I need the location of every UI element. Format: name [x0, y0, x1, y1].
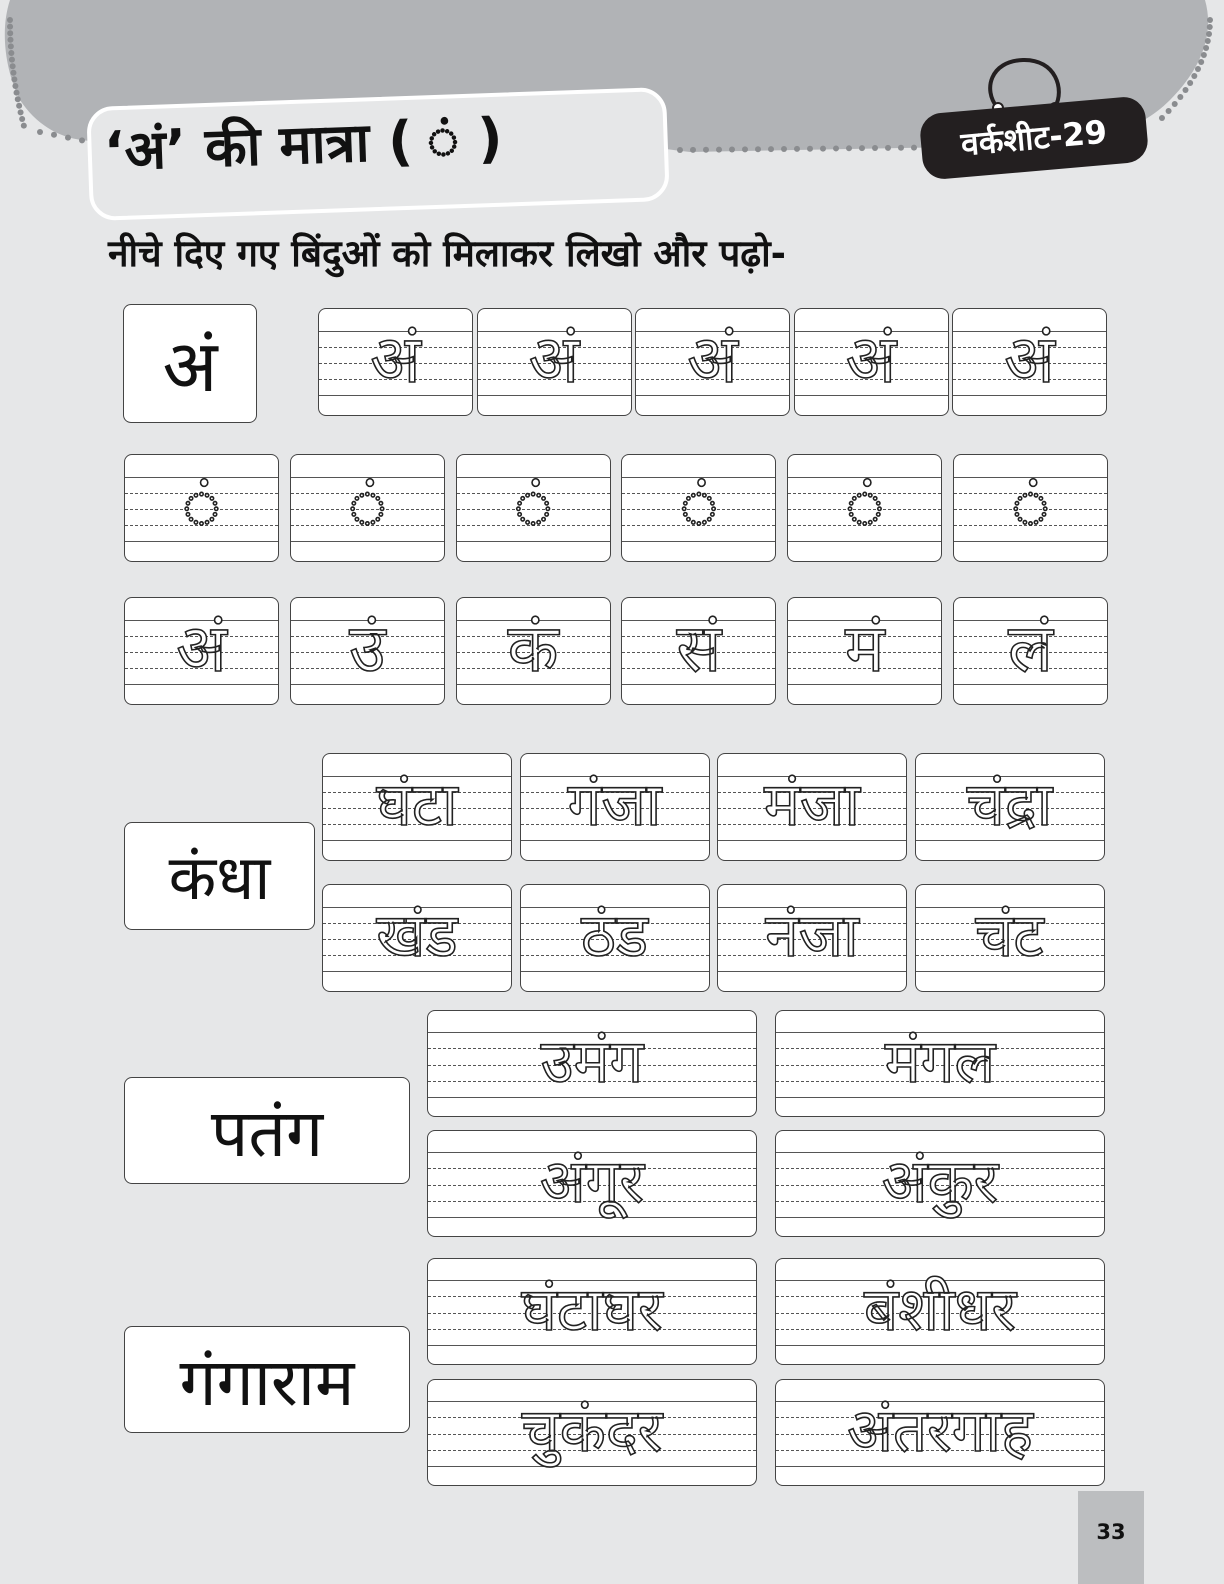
trace-text: मंगल [884, 1027, 996, 1097]
trace-box [456, 597, 611, 705]
trace-box [427, 1379, 757, 1486]
trace-box [124, 597, 279, 705]
instruction-text: नीचे दिए गए बिंदुओं को मिलाकर लिखो और पढ़ो- [108, 232, 787, 275]
trace-text: खंड [376, 901, 458, 971]
trace-text: अं [370, 321, 421, 398]
trace-text: घंटा [376, 770, 458, 840]
trace-text: ठंड [581, 901, 648, 971]
trace-text: अं [176, 610, 227, 687]
trace-box [775, 1010, 1105, 1117]
trace-text: चुकंदर [521, 1396, 663, 1466]
trace-box [520, 753, 710, 861]
worksheet-badge: वर्कशीट-29 [919, 95, 1150, 180]
trace-box [427, 1010, 757, 1117]
letter-card [123, 304, 257, 423]
trace-box [775, 1379, 1105, 1486]
trace-text: कं [507, 610, 559, 687]
trace-box [318, 308, 473, 416]
page-number: 33 [1078, 1491, 1144, 1584]
word-card-gangaram [124, 1326, 410, 1433]
word-card-kandha [124, 822, 315, 930]
trace-box [427, 1130, 757, 1237]
trace-box [520, 884, 710, 992]
trace-text: सं [676, 610, 722, 687]
trace-text: ं [1010, 467, 1051, 544]
trace-text: नंजा [765, 901, 859, 971]
trace-text: बंशीधर [863, 1275, 1017, 1345]
trace-box [477, 308, 632, 416]
trace-box [427, 1258, 757, 1365]
trace-box [794, 308, 949, 416]
trace-box [717, 753, 907, 861]
trace-box [953, 454, 1108, 562]
trace-text: अं [528, 321, 580, 398]
trace-text: अं [687, 321, 738, 398]
word-card-gangaram-text: गंगाराम [179, 1343, 355, 1421]
trace-box [621, 454, 776, 562]
trace-text: मं [844, 610, 885, 687]
page-title: ‘अं’ की मात्रा ( ं ) [102, 106, 504, 183]
trace-box [621, 597, 776, 705]
trace-text: ं [679, 467, 719, 544]
trace-box [322, 884, 512, 992]
trace-box [787, 597, 942, 705]
trace-text: लं [1008, 610, 1053, 687]
trace-text: चंट [975, 901, 1044, 971]
trace-text: उमंग [540, 1027, 644, 1097]
trace-box [124, 454, 279, 562]
trace-text: ं [347, 467, 387, 544]
trace-box [635, 308, 790, 416]
trace-box [290, 454, 445, 562]
trace-box [290, 597, 445, 705]
trace-text: अं [845, 321, 897, 398]
trace-box [775, 1130, 1105, 1237]
trace-text: अंतरगाह [847, 1396, 1033, 1466]
trace-text: ं [845, 467, 885, 544]
trace-text: घंटाघर [521, 1275, 663, 1345]
trace-text: उं [349, 610, 386, 687]
trace-box [322, 753, 512, 861]
word-card-patang [124, 1077, 410, 1184]
trace-text: मंजा [764, 770, 860, 840]
word-card-kandha-text: कंधा [168, 841, 271, 914]
trace-box [915, 884, 1105, 992]
trace-box [787, 454, 942, 562]
word-card-patang-text: पतंग [210, 1094, 324, 1172]
trace-box [456, 454, 611, 562]
worksheet-tag [915, 55, 1155, 185]
trace-text: ं [513, 467, 553, 544]
trace-text: अंगूर [539, 1147, 645, 1217]
trace-box [915, 753, 1105, 861]
trace-text: गंजा [567, 770, 662, 840]
trace-box [775, 1258, 1105, 1365]
trace-text: ं [181, 467, 222, 544]
trace-box [717, 884, 907, 992]
trace-box [952, 308, 1107, 416]
letter-card-text: अं [162, 323, 218, 408]
trace-box [953, 597, 1108, 705]
trace-text: चंद्रा [966, 770, 1053, 840]
trace-text: अं [1004, 321, 1055, 398]
trace-text: अंकुर [881, 1147, 999, 1217]
